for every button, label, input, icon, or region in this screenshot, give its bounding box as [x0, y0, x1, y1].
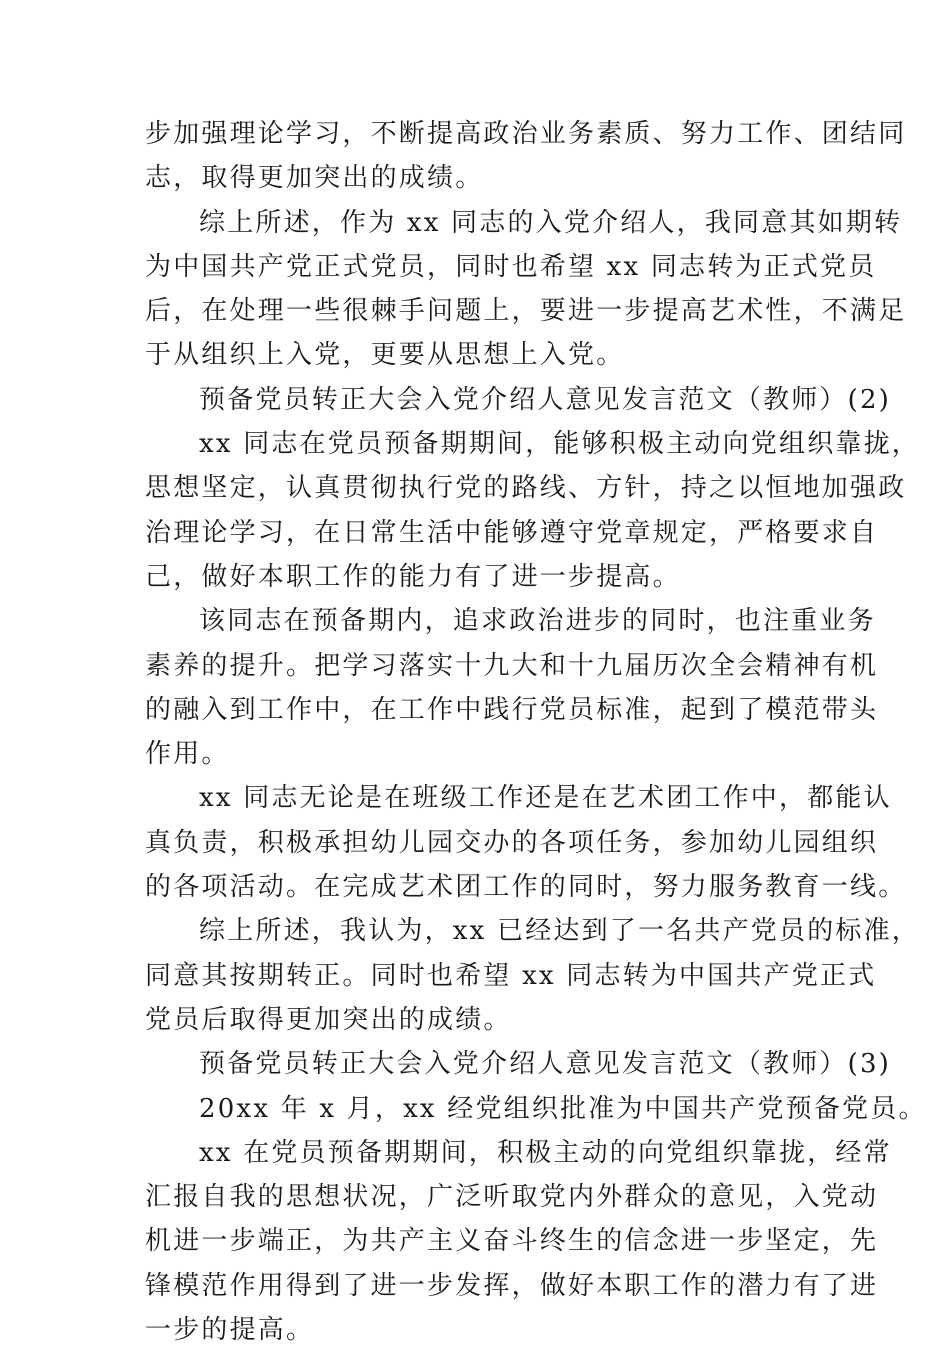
text-line: 综上所述，我认为，xx 已经达到了一名共产党员的标准， [199, 916, 920, 947]
text-line: 作用。 [145, 739, 230, 770]
text-line: 预备党员转正大会入党介绍人意见发言范文（教师）(3) [199, 1049, 892, 1080]
text-line: 己，做好本职工作的能力有了进一步提高。 [145, 561, 681, 592]
text-line: 思想坚定，认真贯彻执行党的路线、方针，持之以恒地加强政 [145, 473, 907, 504]
text-line: 党员后取得更加突出的成绩。 [145, 1004, 512, 1035]
text-line: 素养的提升。把学习落实十九大和十九届历次全会精神有机 [145, 650, 879, 681]
text-line: 志，取得更加突出的成绩。 [145, 163, 484, 194]
text-line: xx 同志无论是在班级工作还是在艺术团工作中，都能认 [199, 783, 892, 814]
text-line: 综上所述，作为 xx 同志的入党介绍人，我同意其如期转 [199, 207, 903, 238]
text-line: 汇报自我的思想状况，广泛听取党内外群众的意见，入党动 [145, 1182, 879, 1213]
text-line: 的各项活动。在完成艺术团工作的同时，努力服务教育一线。 [145, 872, 907, 903]
text-line: 锋模范作用得到了进一步发挥，做好本职工作的潜力有了进 [145, 1270, 879, 1301]
text-line: 同意其按期转正。同时也希望 xx 同志转为中国共产党正式 [145, 960, 877, 991]
text-line: 一步的提高。 [145, 1315, 315, 1346]
text-line: 步加强理论学习，不断提高政治业务素质、努力工作、团结同 [145, 119, 907, 149]
text-line: 治理论学习，在日常生活中能够遵守党章规定，严格要求自 [145, 517, 879, 548]
text-line: 为中国共产党正式党员，同时也希望 xx 同志转为正式党员 [145, 251, 877, 282]
text-line: 预备党员转正大会入党介绍人意见发言范文（教师）(2) [199, 384, 892, 415]
text-line: 该同志在预备期内，追求政治进步的同时，也注重业务 [199, 606, 876, 637]
text-line: 于从组织上入党，更要从思想上入党。 [145, 340, 625, 371]
document-body [145, 112, 927, 1352]
text-line: xx 同志在党员预备期期间，能够积极主动向党组织靠拢， [199, 429, 920, 460]
text-line: xx 在党员预备期期间，积极主动的向党组织靠拢，经常 [199, 1137, 892, 1168]
text-line: 机进一步端正，为共产主义奋斗终生的信念进一步坚定，先 [145, 1226, 879, 1257]
text-line: 20xx 年 x 月，xx 经党组织批准为中国共产党预备党员。 [199, 1093, 927, 1124]
text-line: 的融入到工作中，在工作中践行党员标准，起到了模范带头 [145, 694, 879, 725]
text-line: 后，在处理一些很棘手问题上，要进一步提高艺术性，不满足 [145, 296, 907, 327]
text-line: 真负责，积极承担幼儿园交办的各项任务，参加幼儿园组织 [145, 827, 879, 858]
